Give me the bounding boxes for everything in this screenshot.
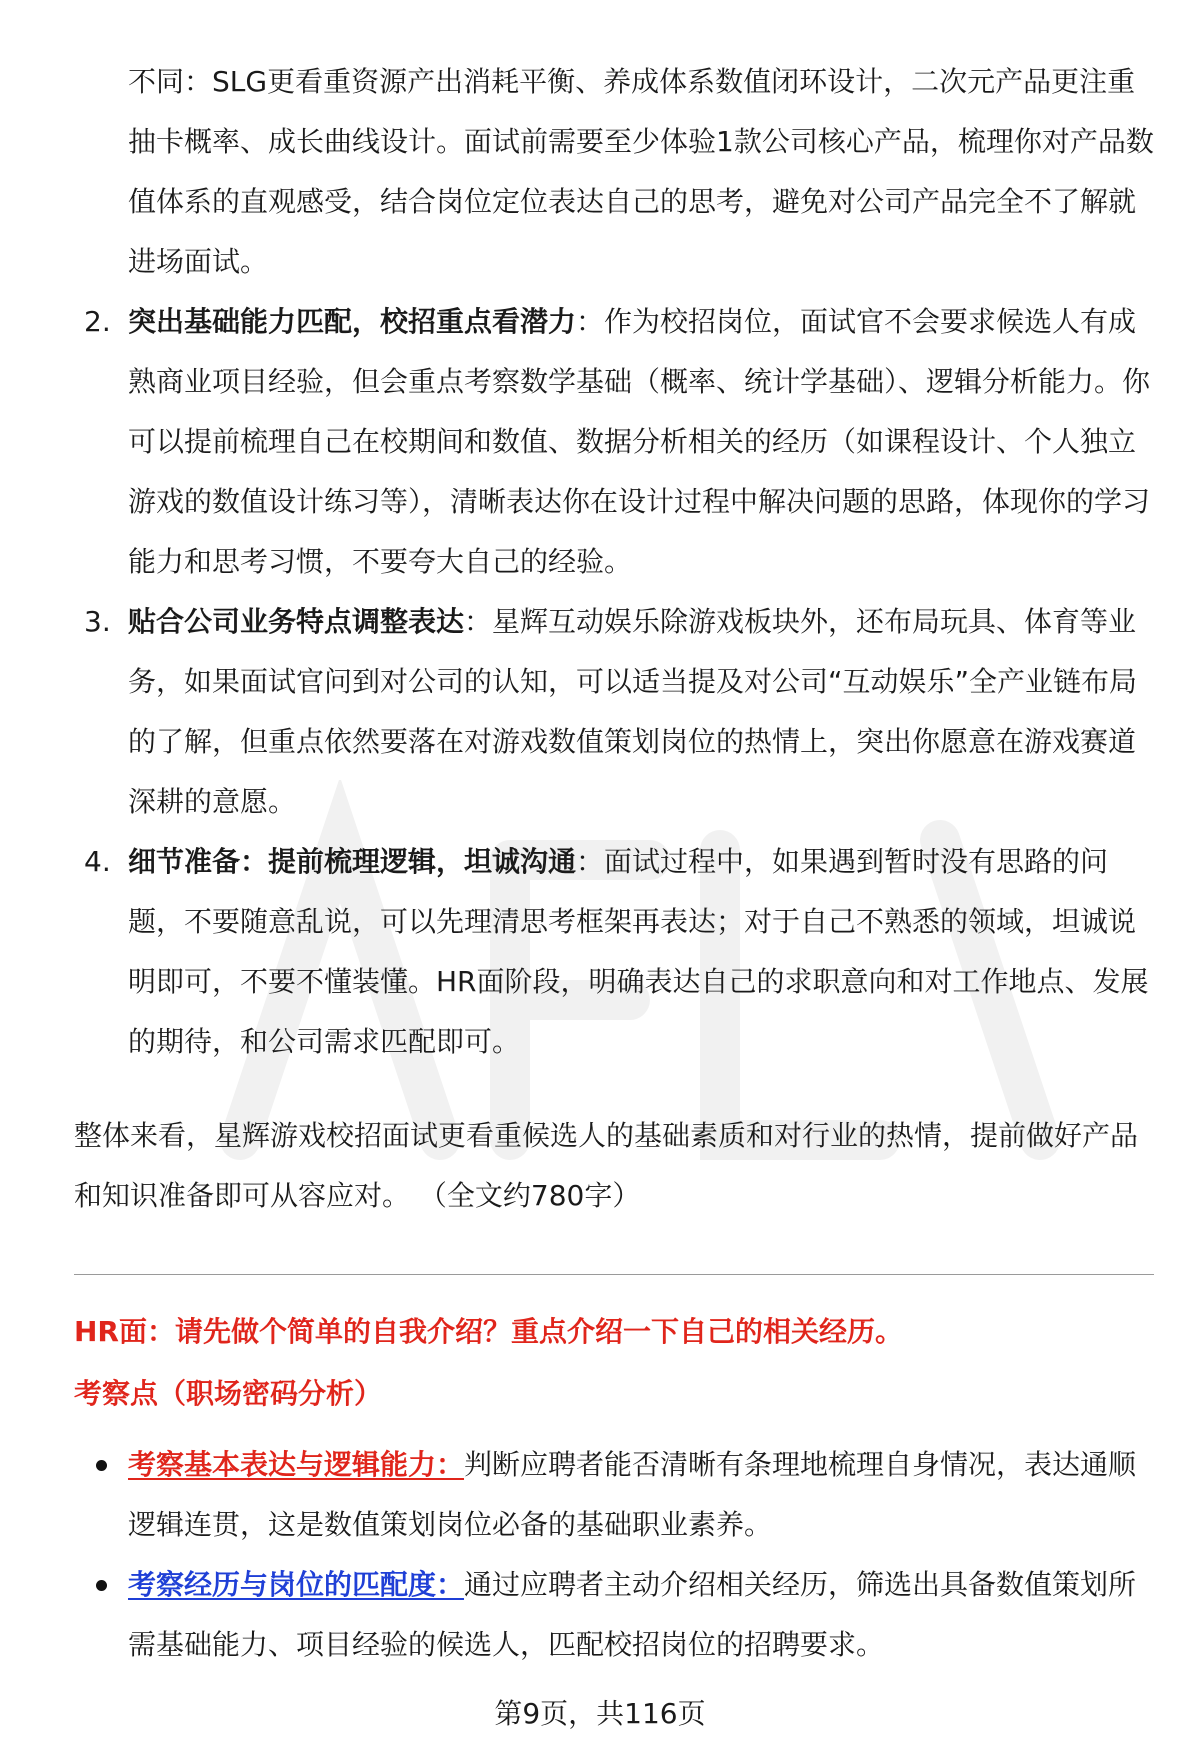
- bullet-icon: [96, 1460, 107, 1471]
- tip-number: 2.: [84, 305, 111, 338]
- tip-body: ：星辉互动娱乐除游戏板块外，还布局玩具、体育等业务，如果面试官问到对公司的认知，可以适当提及对公司“互动娱乐”全产业链布局的了解，但重点依然要落在对游戏数值策划岗位的热情上，突出你愿意在游戏赛道深耕的意愿。: [128, 605, 1138, 818]
- summary-paragraph: 整体来看，星辉游戏校招面试更看重候选人的基础素质和对行业的热情，提前做好产品和知识准备即可从容应对。 （全文约780字）: [74, 1119, 1139, 1212]
- point-body: 通过应聘者主动介绍相关经历，筛选出具备数值策划所需基础能力、项目经验的候选人，匹配校招岗位的招聘要求。: [128, 1568, 1137, 1661]
- tip-title: 贴合公司业务特点调整表达: [128, 605, 465, 638]
- point-body: 判断应聘者能否清晰有条理地梳理自身情况，表达通顺逻辑连贯，这是数值策划岗位必备的基础职业素养。: [128, 1448, 1137, 1541]
- tip-number: 4.: [84, 845, 111, 878]
- tip-item: [74, 592, 1154, 832]
- tip-body: ：作为校招岗位，面试官不会要求候选人有成熟商业项目经验，但会重点考察数学基础（概率、统计学基础）、逻辑分析能力。你可以提前梳理自己在校期间和数值、数据分析相关的经历（如课程设计、个人独立游戏的数值设计练习等），清晰表达你在设计过程中解决问题的思路，体现你的学习能力和思考习惯，不要夸大自己的经验。: [128, 305, 1151, 578]
- bullet-icon: [96, 1580, 107, 1591]
- tip-body: ：面试过程中，如果遇到暂时没有思路的问题，不要随意乱说，可以先理清思考框架再表达；对于自己不熟悉的领域，坦诚说明即可，不要不懂装懂。HR面阶段，明确表达自己的求职意向和对工作地点、发展的期待，和公司需求匹配即可。: [128, 845, 1149, 1058]
- section-title: 考察点（职场密码分析）: [74, 1377, 383, 1410]
- evaluation-points-list: [74, 1435, 1154, 1675]
- tip-item: [74, 832, 1154, 1072]
- tip-1-continuation: 不同：SLG更看重资源产出消耗平衡、养成体系数值闭环设计，二次元产品更注重抽卡概率、成长曲线设计。面试前需要至少体验1款公司核心产品，梳理你对产品数值体系的直观感受，结合岗位定位表达自己的思考，避免对公司产品完全不了解就进场面试。: [128, 65, 1154, 278]
- point-label: 考察经历与岗位的匹配度：: [128, 1568, 465, 1601]
- evaluation-point: [74, 1435, 1154, 1555]
- tips-list: [74, 292, 1154, 1072]
- question-title: HR面：请先做个简单的自我介绍？重点介绍一下自己的相关经历。: [74, 1315, 903, 1348]
- point-label: 考察基本表达与逻辑能力：: [128, 1448, 465, 1481]
- tip-title: 细节准备：提前梳理逻辑，坦诚沟通: [128, 845, 577, 878]
- page-footer: 第9页，共116页: [494, 1697, 706, 1730]
- tip-number: 3.: [84, 605, 111, 638]
- tip-item: [74, 292, 1154, 592]
- section-divider: [74, 1274, 1154, 1275]
- tip-title: 突出基础能力匹配，校招重点看潜力: [128, 305, 577, 338]
- document-page: [74, 52, 1154, 1675]
- evaluation-point: [74, 1555, 1154, 1675]
